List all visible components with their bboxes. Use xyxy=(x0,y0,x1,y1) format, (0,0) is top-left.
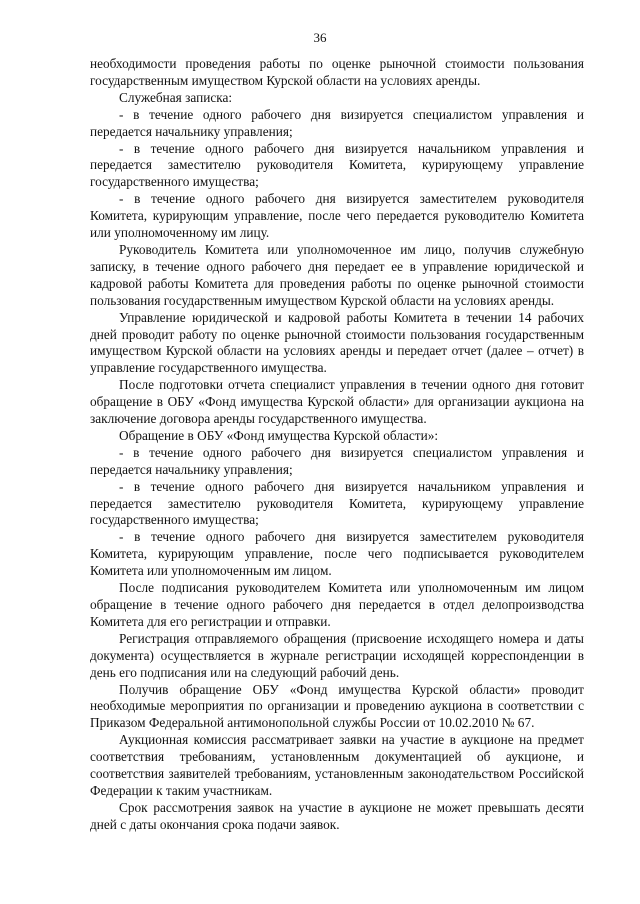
paragraph: необходимости проведения работы по оценке рыночной стоимости пользования государственным имуществом Курской области на условиях аренды. xyxy=(90,56,584,88)
paragraph: - в течение одного рабочего дня визируется заместителем руководителя Комитета, курирующим управление, после чего подписывается руководителем Комитета или уполномоченным им лицом. xyxy=(90,529,584,579)
paragraph: - в течение одного рабочего дня визируется заместителем руководителя Комитета, курирующим управление, после чего передается руководителю Комитета или уполномоченному им лицу. xyxy=(90,191,584,241)
paragraph: Управление юридической и кадровой работы Комитета в течении 14 рабочих дней проводит работу по оценке рыночной стоимости пользования государственным имуществом Курской области на условиях аренды и передает отчет (далее – отчет) в управление государственного имущества. xyxy=(90,309,584,376)
paragraph: - в течение одного рабочего дня визируется начальником управления и передается заместителю руководителя Комитета, курирующему управление государственного имущества; xyxy=(90,140,584,190)
document-body xyxy=(90,56,584,834)
paragraph: Регистрация отправляемого обращения (присвоение исходящего номера и даты документа) осуществляется в журнале регистрации исходящей корреспонденции в день его подписания или на следующий рабочий день. xyxy=(90,630,584,680)
paragraph: Аукционная комиссия рассматривает заявки на участие в аукционе на предмет соответствия требованиям, установленным документацией об аукционе, и соответствия заявителей требованиям, установленным законодательством Российской Федерации к таким участникам. xyxy=(90,732,584,798)
paragraph: Срок рассмотрения заявок на участие в аукционе не может превышать десяти дней с даты окончания срока подачи заявок. xyxy=(90,799,584,832)
paragraph: Руководитель Комитета или уполномоченное им лицо, получив служебную записку, в течение одного рабочего дня передает ее в управление юридической и кадровой работы Комитета для проведения работы по оценке рыночной стоимости пользования государственным имуществом Курской области на условиях аренды. xyxy=(90,241,584,308)
paragraph: После подписания руководителем Комитета или уполномоченным им лицом обращение в течение одного рабочего дня передается в отдел делопроизводства Комитета для его регистрации и отправки. xyxy=(90,580,584,629)
paragraph: После подготовки отчета специалист управления в течении одного дня готовит обращение в ОБУ «Фонд имущества Курской области» для организации аукциона на заключение договора аренды государственного имущества. xyxy=(90,377,584,427)
paragraph: Обращение в ОБУ «Фонд имущества Курской области»: xyxy=(119,427,439,443)
paragraph: Служебная записка: xyxy=(119,89,233,105)
page-number: 36 xyxy=(313,30,327,45)
paragraph: - в течение одного рабочего дня визируется начальником управления и передается заместителю руководителя Комитета, курирующему управление государственного имущества; xyxy=(90,478,584,528)
paragraph: - в течение одного рабочего дня визируется специалистом управления и передается начальнику управления; xyxy=(90,444,584,477)
paragraph: - в течение одного рабочего дня визируется специалистом управления и передается начальнику управления; xyxy=(90,106,584,139)
paragraph: Получив обращение ОБУ «Фонд имущества Курской области» проводит необходимые мероприятия по организации и проведению аукциона в соответствии с Приказом Федеральной антимонопольной службы России от 10.02.2010 № 67. xyxy=(90,681,584,731)
